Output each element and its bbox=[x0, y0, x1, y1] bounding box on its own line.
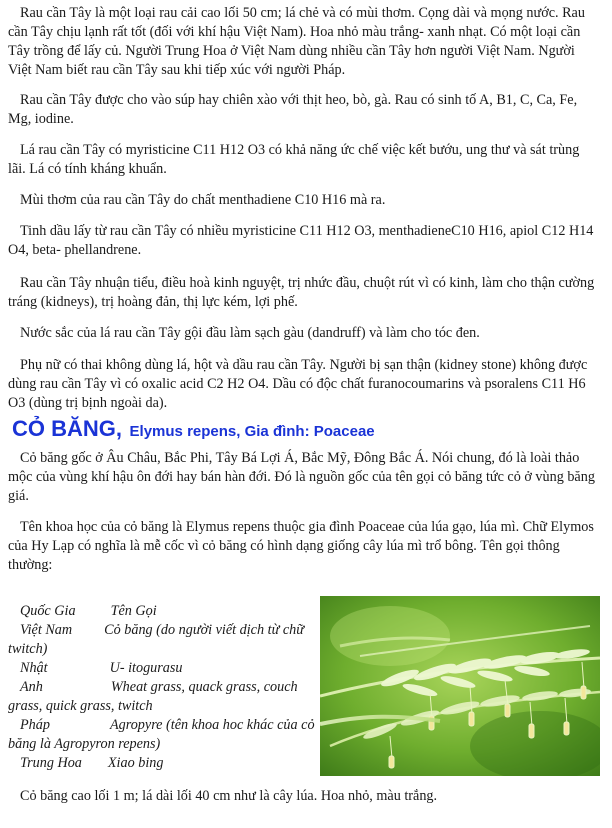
row-name: Wheat grass, quack grass, couch grass, quick grass, twitch bbox=[8, 679, 298, 714]
header-name: Tên Gọi bbox=[110, 603, 157, 619]
paragraph-grass-height: Cỏ băng cao lối 1 m; lá dài lối 40 cm như là cây lúa. Hoa nhỏ, màu trắng. bbox=[20, 788, 438, 804]
header-country: Quốc Gia bbox=[20, 603, 76, 619]
paragraph-celery-leaves: Lá rau cần Tây có myristicine C11 H12 O3 có khả năng ức chế việc kết bướu, ung thư và sát trùng lãi. Lá có tính kháng khuẩn. bbox=[8, 142, 580, 177]
names-row-france bbox=[8, 716, 318, 754]
common-names-table bbox=[8, 602, 318, 773]
row-country: Anh bbox=[20, 679, 43, 695]
paragraph-celery-dandruff: Nước sắc của lá rau cần Tây gội đầu làm sạch gàu (dandruff) và làm cho tóc đen. bbox=[20, 325, 480, 341]
names-row-japan bbox=[8, 659, 318, 678]
names-row-vietnam bbox=[8, 621, 318, 659]
paragraph-celery-intro: Rau cần Tây là một loại rau cải cao lối 50 cm; lá chẻ và có mùi thơm. Cọng dài và mọng nước. Rau cần Tây chịu lạnh rất tốt (đối với khí hậu Việt Nam). Hoa nhỏ màu trắng- xanh nhạt. Có một loại cần Tây trồng để lấy củ. Người Trung Hoa ở Việt Nam dùng nhiều cần Tây hơn người Việt Nam. Người Việt Nam biết rau cần Tây sau khi tiếp xúc với người Pháp. bbox=[8, 5, 585, 78]
section-subtitle: Elymus repens, Gia đình: Poaceae bbox=[129, 423, 375, 440]
section-title: CỎ BĂNG, bbox=[12, 416, 122, 441]
paragraph-celery-aroma: Mùi thơm của rau cần Tây do chất menthadiene C10 H16 mà ra. bbox=[20, 192, 386, 208]
paragraph-celery-warning: Phụ nữ có thai không dùng lá, hột và dầu rau cần Tây. Người bị sạn thận (kidney stone) không được dùng rau cần Tây vì có oxalic acid C2 H2 O4. Dầu có độc chất furanocoumarins và psoralens C11 H6 O3 (dùng trị bịnh ngoài da). bbox=[8, 357, 588, 411]
paragraph-celery-oil: Tinh dầu lấy từ rau cần Tây có nhiều myristicine C11 H12 O3, menthadieneC10 H16, apiol C12 H14 O4, beta- phellandrene. bbox=[8, 223, 594, 258]
row-name: Cỏ băng (do người viết dịch từ chữ twitch) bbox=[8, 622, 304, 657]
names-row-china bbox=[8, 754, 318, 773]
paragraph-celery-medicine: Rau cần Tây nhuận tiểu, điều hoà kinh nguyệt, trị nhức đầu, chuột rút vì có kinh, làm cho thận cường tráng (kidneys), trị hoàng đản, thị lực kém, lợi phế. bbox=[8, 275, 595, 310]
row-name: Xiao bing bbox=[107, 755, 164, 771]
row-country: Việt Nam bbox=[20, 622, 73, 638]
wheatgrass-photo bbox=[320, 596, 600, 776]
paragraph-grass-origin: Cỏ băng gốc ở Âu Châu, Bắc Phi, Tây Bá Lợi Á, Bắc Mỹ, Đông Bắc Á. Nói chung, đó là loài thảo mộc của vùng khí hậu ôn đới hay bán hàn đới. Đó là nguồn gốc của tên gọi cỏ băng tức cỏ ở vùng băng giá. bbox=[8, 450, 595, 504]
row-name: U- itogurasu bbox=[109, 660, 183, 676]
row-country: Nhật bbox=[20, 660, 48, 676]
row-country: Pháp bbox=[20, 717, 50, 733]
names-row-england bbox=[8, 678, 318, 716]
names-table-header bbox=[8, 602, 318, 621]
paragraph-celery-cooking: Rau cần Tây được cho vào súp hay chiên xào với thịt heo, bò, gà. Rau có sinh tố A, B1, C, Ca, Fe, Mg, iodine. bbox=[8, 92, 578, 127]
row-country: Trung Hoa bbox=[20, 755, 82, 771]
row-name: Agropyre (tên khoa hoc khác của cỏ băng là Agropyron repens) bbox=[8, 717, 315, 752]
section-heading bbox=[12, 416, 602, 442]
paragraph-grass-scientific: Tên khoa học của cỏ băng là Elymus repens thuộc gia đình Poaceae của lúa gạo, lúa mì. Chữ Elymos của Hy Lạp có nghĩa là mễ cốc vì cỏ băng có hình dạng giống cây lúa mì trổ bông. Tên gọi thông thường: bbox=[8, 519, 594, 573]
